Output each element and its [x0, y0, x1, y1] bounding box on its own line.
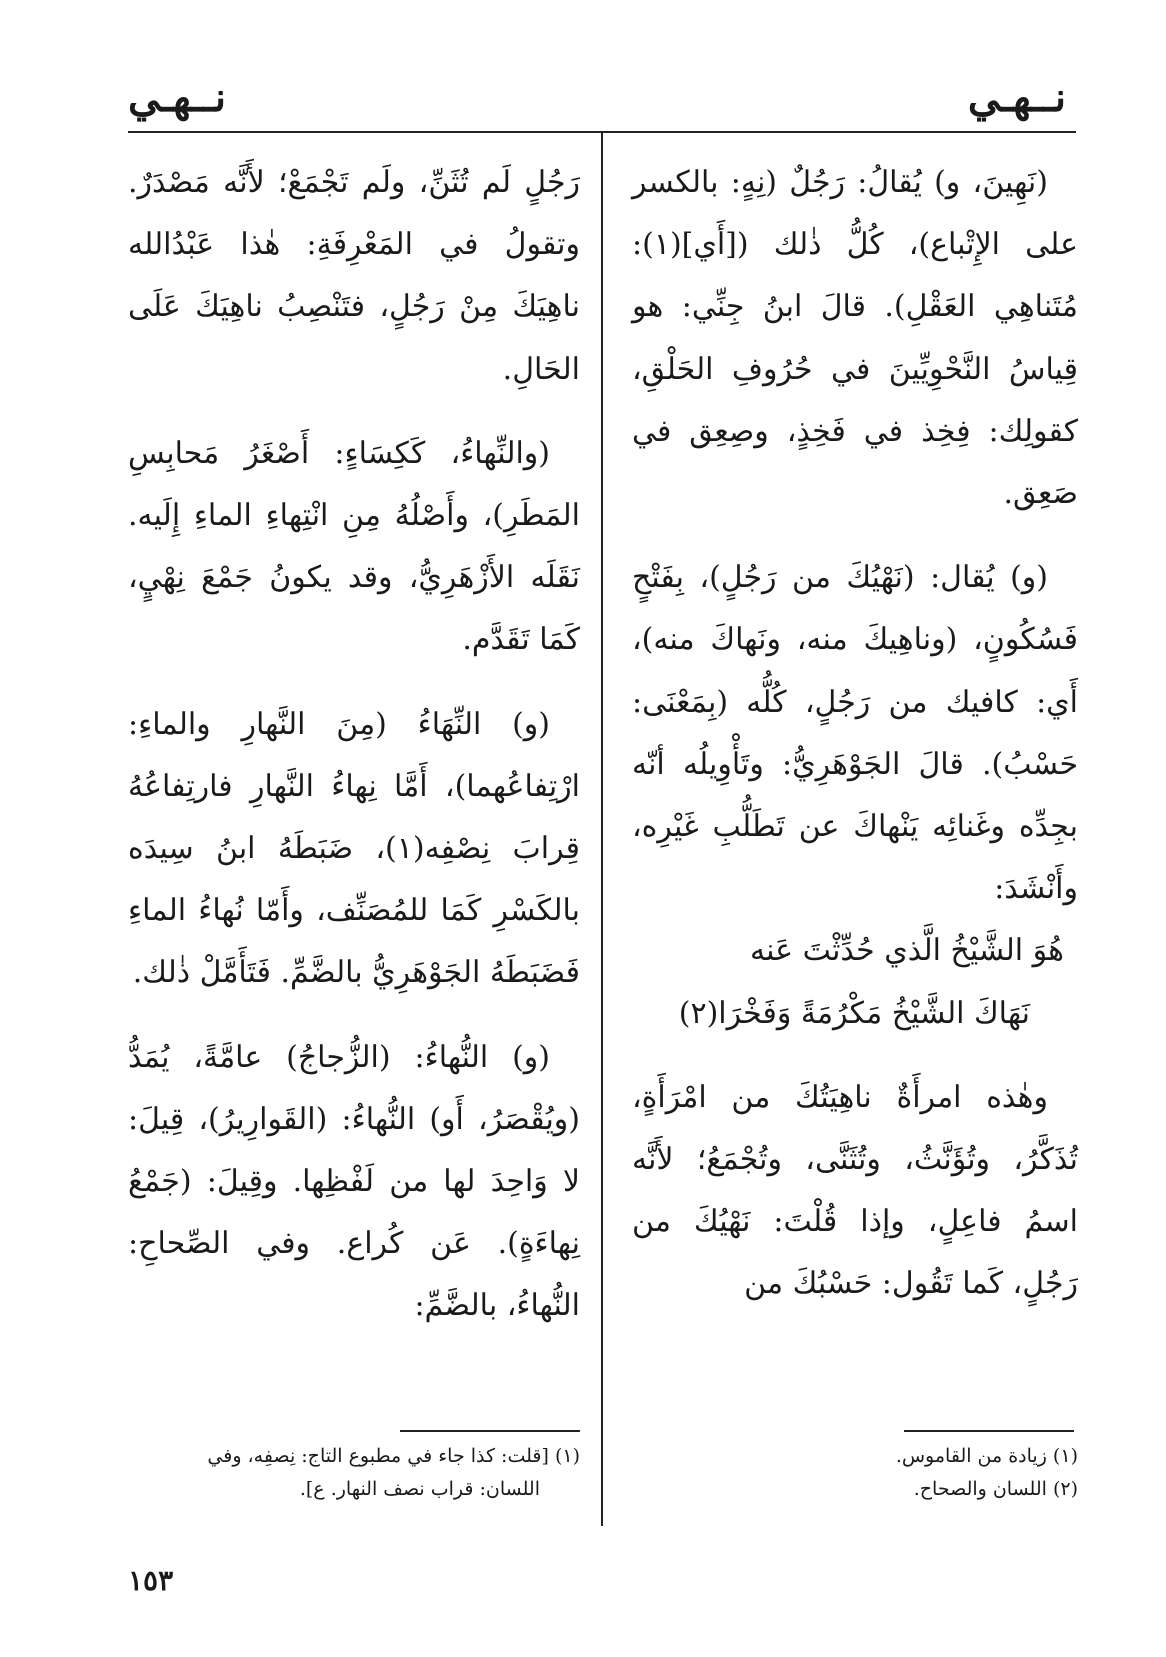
- left-column: [128, 152, 580, 1338]
- right-paragraph-3: وهٰذه امرأَةٌ ناهِيَتُكَ من امْرَأَةٍ، تُذَكَّرُ، وتُؤَنَّثُ، وتُثَنَّى، وتُجْمَعُ؛ لأَنَّه اسمُ فاعِلٍ، وإذا قُلْتَ: نَهْيُكَ من رَجُلٍ، كَما تَقُول: حَسْبُكَ من: [632, 1079, 1078, 1302]
- right-paragraph-1: (نَهِينَ، و) يُقالُ: رَجُلٌ (نِهٍ: بالكسر على الإِتْباع)، كُلُّ ذٰلك ([أَي](١): مُتَناهِي العَقْلِ). قالَ ابنُ جِنِّي: هو قِياسُ النَّحْوِيِّينَ في حُرُوفِ الحَلْقِ، كقولِك: فِخِذ في فَخِذٍ، وصِعِق في صَعِق.: [632, 165, 1078, 512]
- footnote-rule-right: [904, 1430, 1074, 1432]
- running-header-left: نــهـي: [128, 74, 227, 121]
- footnotes-right: [640, 1440, 1078, 1506]
- right-paragraph-2: (و) يُقال: (نَهْيُكَ من رَجُلٍ)، بِفَتْحٍ فَسُكُونٍ، (وناهِيكَ منه، ونَهاكَ منه)، أَي: كافيك من رَجُلٍ، كُلُّه (بِمَعْنَى: حَسْبُ). قالَ الجَوْهَرِيُّ: وتَأْوِيلُه أنّه بجِدِّه وغَنائِه يَنْهاكَ عن تَطَلُّبِ غَيْرِه، وأَنْشَدَ:: [632, 560, 1078, 907]
- footnote-right-2: (٢) اللسان والصحاح.: [913, 1478, 1078, 1500]
- verse-line-2: نَهَاكَ الشَّيْخُ مَكْرُمَةً وَفَخْرَا(٢): [678, 995, 1030, 1031]
- footnote-left-1: (١) [قلت: كذا جاء في مطبوع التاج: نِصفِه، وفي: [207, 1445, 580, 1467]
- footnote-left-1-continued: اللسان: قراب نصف النهار. ع].: [299, 1478, 540, 1500]
- verse-line-1: هُوَ الشَّيْخُ الَّذي حُدِّثْتَ عَنه: [750, 933, 1064, 969]
- footnotes-left: [128, 1440, 580, 1506]
- column-divider: [601, 131, 603, 1526]
- running-header-right: نــهـي: [967, 74, 1066, 121]
- right-column: [632, 152, 1078, 1316]
- footnote-right-1: (١) زيادة من القاموس.: [895, 1445, 1078, 1467]
- left-paragraph-4: (و) النُّهاءُ: (الزُّجاجُ) عامَّةً، يُمَدُّ (ويُقْصَرُ، أَو) النُّهاءُ: (القَوارِيرُ)، قِيلَ: لا وَاحِدَ لها من لَفْظِها. وقِيلَ: (جَمْعُ نِهاءَةٍ). عَن كُراع. وفي الصِّحاحِ: النُّهاءُ، بالضَّمِّ:: [128, 1039, 580, 1324]
- left-paragraph-2: (والنِّهاءُ، كَكِسَاءٍ: أَصْغَرُ مَحابِسِ المَطَرِ)، وأَصْلُهُ مِنِ انْتِهاءِ الماءِ إِلَيه. نَقَلَه الأَزْهَرِيُّ، وقد يكونُ جَمْعَ نِهْيٍ، كَمَا تَقَدَّم.: [128, 435, 580, 658]
- page-number: ١٥٣: [128, 1564, 174, 1597]
- left-paragraph-1: رَجُلٍ لَم تُثَنِّ، ولَم تَجْمَعْ؛ لأَنَّه مَصْدَرٌ. وتقولُ في المَعْرِفَةِ: هٰذا عَبْدُالله ناهِيَكَ مِنْ رَجُلٍ، فتَنْصِبُ ناهِيَكَ عَلَى الحَالِ.: [128, 165, 580, 387]
- footnote-rule-left: [400, 1430, 580, 1432]
- left-paragraph-3: (و) النِّهَاءُ (مِنَ النَّهارِ والماءِ: ارْتِفاعُهما)، أَمَّا نِهاءُ النَّهارِ فارتِفاعُهُ قِرابَ نِصْفِه(١)، ضَبَطَهُ ابنُ سِيدَه بالكَسْرِ كَمَا للمُصَنِّف، وأَمّا نُهاءُ الماءِ فَضَبَطَهُ الجَوْهَرِيُّ بالضَّمِّ. فَتَأَمَّلْ ذٰلك.: [128, 706, 580, 991]
